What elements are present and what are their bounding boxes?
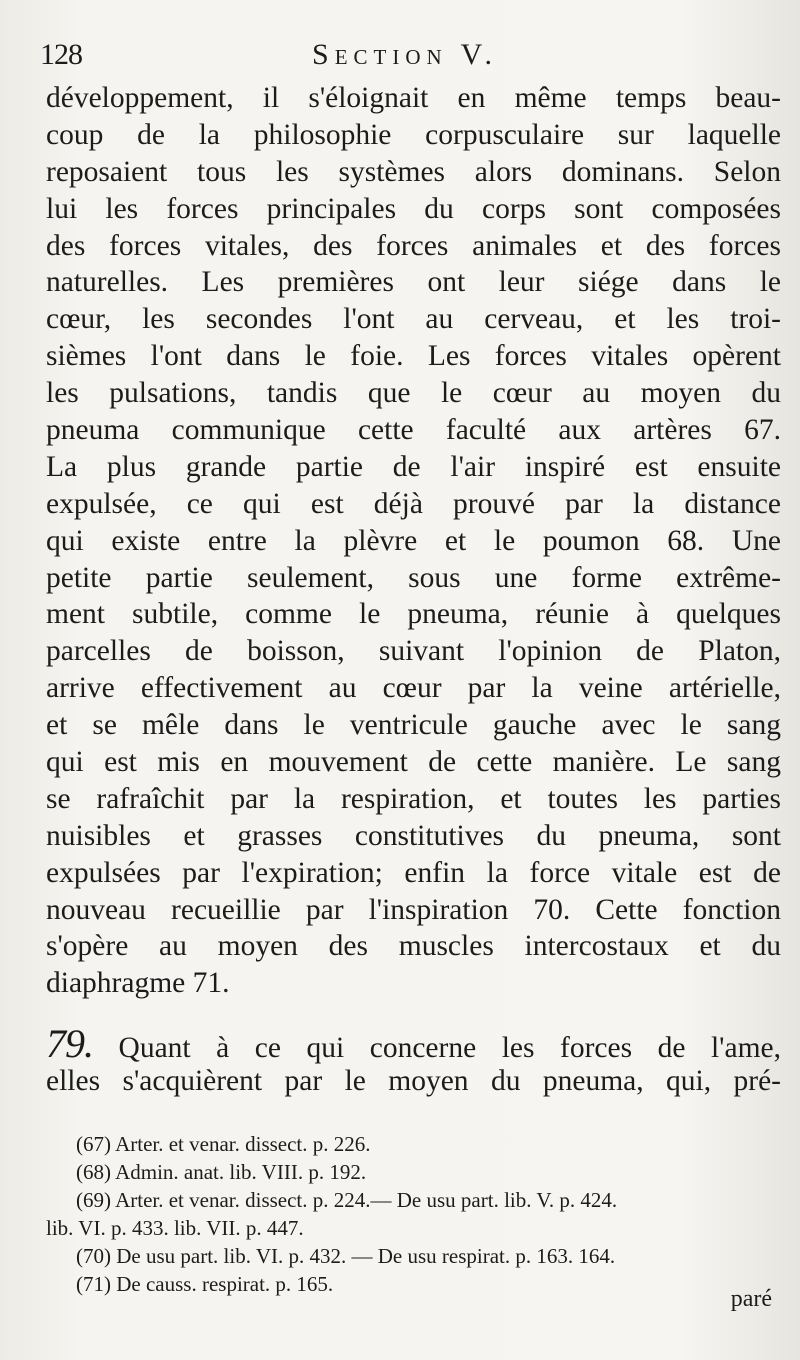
footnote: (71) De causs. respirat. p. 165. — [76, 1272, 334, 1296]
text-line: pneuma communique cette faculté aux artères 67. — [46, 414, 781, 447]
text-line: qui est mis en mouvement de cette manière. Le sang — [46, 746, 781, 779]
running-head — [40, 38, 770, 78]
footnote: (70) De usu part. lib. VI. p. 432. — De usu respirat. p. 163. 164. — [76, 1244, 616, 1268]
text-line: nuisibles et grasses constitutives du pneuma, sont — [46, 819, 781, 852]
footnote: (68) Admin. anat. lib. VIII. p. 192. — [76, 1160, 367, 1184]
paragraph-79 — [46, 1021, 781, 1100]
text-line: s'opère au moyen des muscles intercostaux et du — [46, 930, 781, 963]
text-line: des forces vitales, des forces animales et des forces — [46, 229, 781, 262]
text-line: sièmes l'ont dans le foie. Les forces vitales opèrent — [46, 340, 781, 373]
footnotes — [46, 1130, 781, 1298]
text-line: parcelles de boisson, suivant l'opinion de Platon, — [46, 635, 781, 668]
text-line — [46, 1021, 781, 1066]
text-line: cœur, les secondes l'ont au cerveau, et les troi- — [46, 303, 781, 336]
text-line: La plus grande partie de l'air inspiré est ensuite — [46, 450, 781, 483]
text-line: développement, il s'éloignait en même temps beau- — [46, 82, 781, 114]
text-line: expulsée, ce qui est déjà prouvé par la distance — [46, 487, 781, 520]
text-line: se rafraîchit par la respiration, et toutes les parties — [46, 782, 781, 815]
text-line: reposaient tous les systèmes alors dominans. Selon — [46, 155, 781, 188]
text-line: et se mêle dans le ventricule gauche avec le sang — [46, 709, 781, 742]
footnote-continuation: lib. VI. p. 433. lib. VII. p. 447. — [46, 1216, 304, 1240]
page-number: 128 — [40, 38, 82, 71]
text-line: ment subtile, comme le pneuma, réunie à quelques — [46, 598, 781, 631]
text-line: naturelles. Les premières ont leur siége dans le — [46, 266, 781, 299]
catchword: paré — [730, 1286, 772, 1312]
footnote: (69) Arter. et venar. dissect. p. 224.— De usu part. lib. V. p. 424. — [76, 1188, 618, 1212]
text-line: coup de la philosophie corpusculaire sur laquelle — [46, 118, 781, 151]
footnote: (67) Arter. et venar. dissect. p. 226. — [76, 1132, 371, 1156]
text-line: petite partie seulement, sous une forme extrême- — [46, 561, 781, 594]
text-line: les pulsations, tandis que le cœur au moyen du — [46, 377, 781, 410]
text-line: qui existe entre la plèvre et le poumon 68. Une — [46, 524, 781, 557]
paragraph-number: 79. — [46, 1021, 93, 1066]
text-line: arrive effectivement au cœur par la veine artérielle, — [46, 672, 781, 705]
section-title: Section V. — [312, 38, 498, 71]
text-line: nouveau recueillie par l'inspiration 70. Cette fonction — [46, 893, 781, 926]
paragraph-78-continued — [46, 80, 781, 1002]
text-line: elles s'acquièrent par le moyen du pneuma, qui, pré- — [46, 1064, 781, 1097]
text-line-content: Quant à ce qui concerne les forces de l'ame, — [93, 1032, 781, 1064]
text-line: expulsées par l'expiration; enfin la force vitale est de — [46, 856, 781, 889]
text-line: lui les forces principales du corps sont composées — [46, 192, 781, 225]
text-line: diaphragme 71. — [46, 967, 230, 1000]
